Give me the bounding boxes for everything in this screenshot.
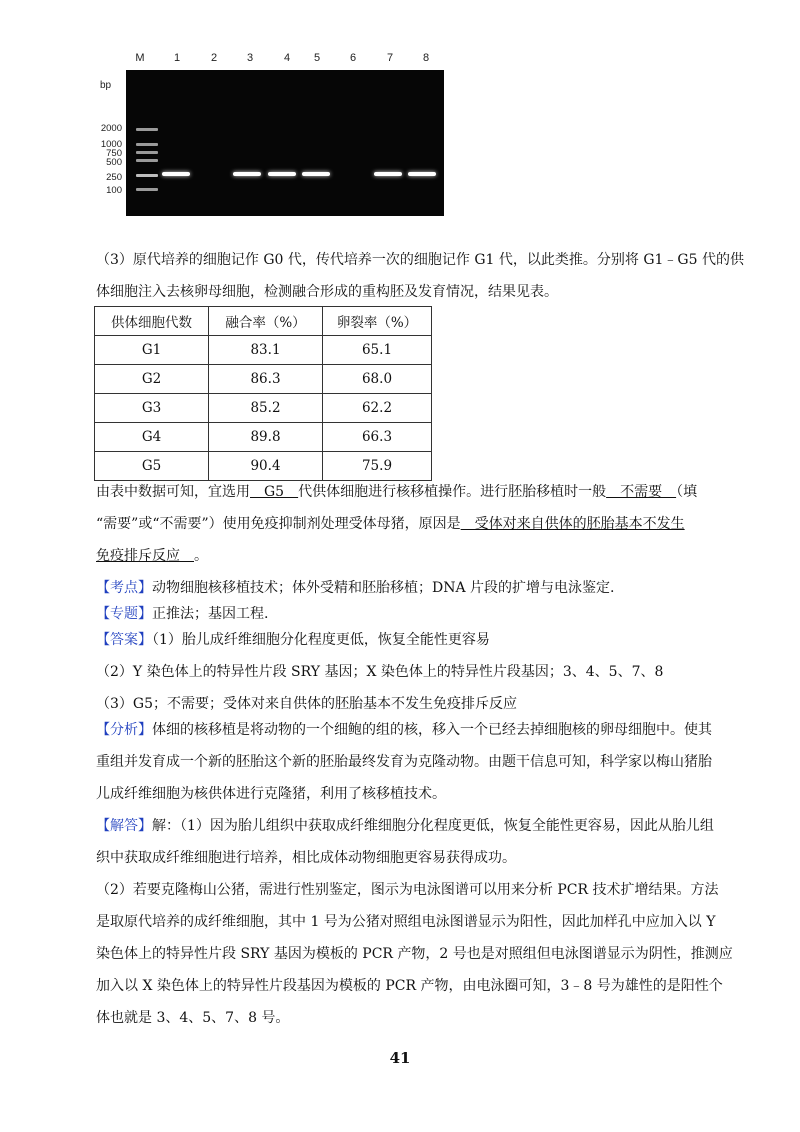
daan-line-3: （3）G5；不需要；受体对来自供体的胚胎基本不发生免疫排斥反应 bbox=[96, 696, 517, 712]
dna-band-lane-1 bbox=[162, 172, 190, 176]
ladder-band bbox=[136, 143, 158, 146]
table-header-cell: 供体细胞代数 bbox=[95, 307, 209, 336]
q3-line-2: 体细胞注入去核卵母细胞，检测融合形成的重构胚及发育情况，结果见表。 bbox=[96, 284, 558, 300]
table-row bbox=[95, 423, 432, 452]
table-cell: 66.3 bbox=[323, 423, 432, 452]
dna-band-lane-3 bbox=[233, 172, 261, 176]
answer-reason: 受体对来自供体的胚胎基本不发生 bbox=[460, 516, 685, 532]
table-cell: 90.4 bbox=[209, 452, 323, 481]
jieda-line-4: 是取原代培养的成纤维细胞，其中 1 号为公猪对照组电泳图谱显示为阳性，因此加样孔中应加入以 Y bbox=[96, 914, 716, 930]
daan-line-2: （2）Y 染色体上的特异性片段 SRY 基因；X 染色体上的特异性片段基因；3、4、5、7、8 bbox=[96, 664, 664, 680]
marker-size-250: 250 bbox=[106, 172, 122, 183]
text-segment: （填 bbox=[676, 484, 698, 500]
fenxi-text: 体细的核移植是将动物的一个细鲍的组的核，移入一个已经去掉细胞核的卵母细胞中。使其 bbox=[152, 722, 712, 738]
lane-label-1: 1 bbox=[173, 52, 181, 64]
daan-text: （1）胎儿成纤维细胞分化程度更低，恢复全能性更容易 bbox=[152, 632, 490, 648]
marker-size-750: 750 bbox=[106, 148, 122, 159]
lane-label-3: 3 bbox=[246, 52, 254, 64]
text-segment: 。 bbox=[194, 548, 208, 564]
fenxi-line-2: 重组并发育成一个新的胚胎这个新的胚胎最终发育为克隆动物。由题干信息可知，科学家以梅山猪胎 bbox=[96, 754, 712, 770]
dna-band-lane-7 bbox=[374, 172, 402, 176]
text-segment: 代供体细胞进行核移植操作。进行胚胎移植时一般 bbox=[298, 484, 607, 500]
q3-line-1: （3）原代培养的细胞记作 G0 代，传代培养一次的细胞记作 G1 代，以此类推。分别将 G1﹣G5 代的供 bbox=[96, 252, 744, 268]
ladder-band bbox=[136, 128, 158, 131]
ladder-band bbox=[136, 188, 158, 191]
table-cell: 89.8 bbox=[209, 423, 323, 452]
table-header-cell: 卵裂率（%） bbox=[323, 307, 432, 336]
jieda-line-2: 织中获取成纤维细胞进行培养，相比成体动物细胞更容易获得成功。 bbox=[96, 850, 516, 866]
table-cell: 65.1 bbox=[323, 336, 432, 365]
kaodian-text: 动物细胞核移植技术；体外受精和胚胎移植；DNA 片段的扩增与电泳鉴定. bbox=[152, 580, 615, 596]
table-header-row bbox=[95, 307, 432, 336]
answer-reason-cont: 免疫排斥反应 bbox=[96, 548, 194, 564]
after-table-line-3 bbox=[96, 548, 208, 564]
table-row bbox=[95, 336, 432, 365]
daan-line-1 bbox=[96, 632, 490, 648]
table-cell: G1 bbox=[95, 336, 209, 365]
jieda-line-6: 加入以 X 染色体上的特异性片段基因为模板的 PCR 产物，由电泳圈可知，3﹣8 号为雄性的是阳性个 bbox=[96, 978, 723, 994]
lane-label-m: M bbox=[135, 52, 145, 64]
jieda-line-1 bbox=[96, 818, 714, 834]
table-header-cell: 融合率（%） bbox=[209, 307, 323, 336]
ladder-band bbox=[136, 151, 158, 154]
ladder-band bbox=[136, 174, 158, 177]
lane-label-4: 4 bbox=[283, 52, 291, 64]
dna-band-lane-4 bbox=[268, 172, 296, 176]
page-number: 41 bbox=[389, 1049, 411, 1067]
zhuanti-line bbox=[96, 606, 268, 622]
lane-label-6: 6 bbox=[349, 52, 357, 64]
table-cell: 86.3 bbox=[209, 365, 323, 394]
table-cell: G4 bbox=[95, 423, 209, 452]
text-segment: “需要”或“不需要”）使用免疫抑制剂处理受体母猪，原因是 bbox=[96, 516, 461, 532]
jieda-line-3: （2）若要克隆梅山公猪，需进行性别鉴定，图示为电泳图谱可以用来分析 PCR 技术扩增结果。方法 bbox=[96, 882, 719, 898]
results-table bbox=[94, 306, 432, 481]
answer-not-needed: 不需要 bbox=[606, 484, 677, 500]
table-cell: 68.0 bbox=[323, 365, 432, 394]
ladder-band bbox=[136, 159, 158, 162]
lane-label-8: 8 bbox=[422, 52, 430, 64]
marker-size-2000: 2000 bbox=[100, 123, 122, 134]
jieda-text: 解：（1）因为胎儿组织中获取成纤维细胞分化程度更低，恢复全能性更容易，因此从胎儿组 bbox=[152, 818, 714, 834]
after-table-line-2 bbox=[96, 516, 685, 532]
table-cell: 85.2 bbox=[209, 394, 323, 423]
kaodian-tag: 【考点】 bbox=[96, 580, 152, 596]
zhuanti-text: 正推法；基因工程. bbox=[152, 606, 269, 622]
gel-image bbox=[126, 70, 444, 216]
table-cell: G2 bbox=[95, 365, 209, 394]
dna-band-lane-8 bbox=[408, 172, 436, 176]
answer-g5: G5 bbox=[250, 484, 299, 500]
table-row bbox=[95, 365, 432, 394]
table-row bbox=[95, 452, 432, 481]
table-cell: 62.2 bbox=[323, 394, 432, 423]
kaodian-line bbox=[96, 580, 614, 596]
table-cell: G3 bbox=[95, 394, 209, 423]
daan-tag: 【答案】 bbox=[96, 632, 152, 648]
text-segment: 由表中数据可知，宜选用 bbox=[96, 484, 250, 500]
jieda-tag: 【解答】 bbox=[96, 818, 152, 834]
fenxi-line-1 bbox=[96, 722, 712, 738]
dna-band-lane-5 bbox=[302, 172, 330, 176]
jieda-line-7: 体也就是 3、4、5、7、8 号。 bbox=[96, 1010, 290, 1026]
marker-size-500: 500 bbox=[106, 157, 122, 168]
bp-unit-label: bp bbox=[100, 80, 112, 91]
marker-size-1000: 1000 bbox=[100, 139, 122, 150]
fenxi-tag: 【分析】 bbox=[96, 722, 152, 738]
table-row bbox=[95, 394, 432, 423]
table-cell: G5 bbox=[95, 452, 209, 481]
table-cell: 83.1 bbox=[209, 336, 323, 365]
after-table-line-1 bbox=[96, 484, 697, 500]
lane-label-5: 5 bbox=[313, 52, 321, 64]
jieda-line-5: 染色体上的特异性片段 SRY 基因为模板的 PCR 产物，2 号也是对照组但电泳图谱显示为阴性，推测应 bbox=[96, 946, 733, 962]
zhuanti-tag: 【专题】 bbox=[96, 606, 152, 622]
lane-label-7: 7 bbox=[386, 52, 394, 64]
table-cell: 75.9 bbox=[323, 452, 432, 481]
fenxi-line-3: 儿成纤维细胞为核供体进行克隆猪，利用了核移植技术。 bbox=[96, 786, 446, 802]
lane-label-2: 2 bbox=[210, 52, 218, 64]
marker-size-100: 100 bbox=[106, 185, 122, 196]
